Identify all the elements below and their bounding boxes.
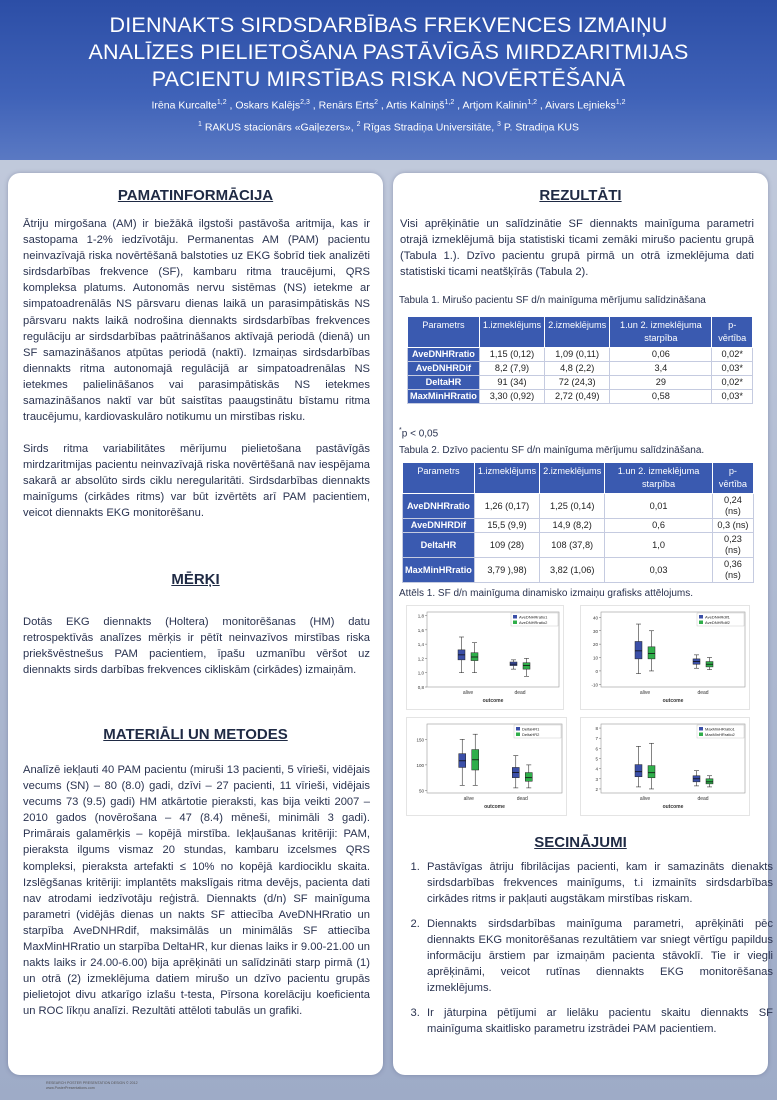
table-cell: 109 (28) [474, 533, 539, 558]
table-header-cell: 2.izmeklējums [545, 317, 610, 348]
affiliation-number: 1 [198, 120, 202, 128]
legend-swatch [699, 727, 703, 731]
table-cell: 1,26 (0,17) [474, 494, 539, 519]
y-tick-label: 4 [595, 766, 598, 772]
footer-line: www.PosterPresentations.com [46, 1086, 95, 1090]
x-axis-label: outcome [484, 804, 505, 810]
y-tick-label: 0 [595, 668, 598, 674]
legend-swatch [699, 733, 703, 737]
legend-label: MaxMinHRratio1 [705, 726, 735, 732]
box [648, 647, 655, 659]
box [648, 766, 655, 778]
table-header-row [408, 317, 753, 348]
conclusion-item: 3. Ir jāturpina pētījumi ar lielāku pacientu skaitu diennakts SF mainīguma skaitlisko parametru izstrādei PAM pacientiem. [423, 1005, 773, 1037]
box [635, 641, 642, 658]
author-name: Aivars Lejnieks [545, 99, 616, 112]
table-cell: 15,5 (9,9) [474, 519, 539, 533]
table-cell: 14,9 (8,2) [540, 519, 605, 533]
table-cell: 3,30 (0,92) [479, 390, 544, 404]
legend-label: MaxMinHRratio2 [705, 731, 735, 737]
table-cell: 72 (24,3) [545, 376, 610, 390]
boxplot-svg [581, 606, 749, 709]
legend-label: AveDNHRdif2 [705, 619, 730, 625]
table-header-row [403, 463, 754, 494]
table-cell: 0,03* [712, 362, 753, 376]
section-heading-results: REZULTĀTI [539, 187, 622, 204]
poster-header [0, 0, 777, 160]
table-cell: 3,79 ),98) [474, 558, 539, 583]
y-tick-label: 5 [595, 756, 598, 762]
legend-swatch [516, 727, 520, 731]
y-tick-label: 1,8 [417, 613, 424, 619]
y-tick-label: 0,8 [417, 685, 424, 690]
title-line: DIENNAKTS SIRDSDARBĪBAS FREKVENCES IZMAIŅU [109, 13, 668, 37]
legend-swatch [513, 615, 517, 619]
author-name: Artis Kalniņš [386, 99, 445, 112]
x-axis-label: outcome [662, 698, 684, 704]
legend-swatch [699, 621, 703, 625]
legend-label: AveDNHRratio1 [519, 614, 548, 620]
table-row [403, 519, 754, 533]
boxplot-deltaHR [406, 717, 567, 816]
table-cell: 0,6 [605, 519, 713, 533]
aims-paragraph: Dotās EKG diennakts (Holtera) monitorēšanas (HM) datu retrospektīvās analīzes mērķis ir pētīt neinvazīvos mirstības riska priekšvēstnešus PAM pacientiem, īpašu uzmanību vēršot uz diennakts sirds darbības frekvences cikliskām (cirkādes) izmaiņām. [23, 616, 370, 677]
table-header-cell: p-vērtība [712, 463, 753, 494]
legend-label: DeltaHR1 [522, 726, 540, 732]
legend-swatch [699, 615, 703, 619]
author-affiliation-sup: 1,2 [615, 99, 626, 106]
affiliation-number: 3 [497, 120, 501, 128]
conclusion-item: 2. Diennakts sirdsdarbības mainīguma parametri, aprēķināti pēc diennakts EKG monitorēšanas rezultātiem var sniegt vērtīgu papildus informāciju ārstiem par izmaiņām pacienta stāvoklī. Tie ir viegli aprēķināmi, veicot rutīnas diennakts EKG monitorēšanas izmeklējums. [423, 916, 773, 997]
author-affiliation-sup: 2 [374, 99, 378, 106]
table-cell: 0,03 [605, 558, 713, 583]
table-deceased-patients [407, 316, 753, 404]
legend-swatch [516, 733, 520, 737]
author-affiliation-sup: 2,3 [300, 99, 310, 106]
y-tick-label: 2 [595, 786, 598, 792]
row-label-cell: AveDNHRDif [408, 362, 480, 376]
box [635, 765, 642, 777]
table-row [408, 348, 753, 362]
table-cell: 0,02* [712, 348, 753, 362]
box [525, 773, 532, 782]
affiliations-line [0, 121, 777, 134]
table-alive-patients [402, 462, 754, 583]
x-tick-label: dead [697, 690, 709, 696]
poster-title [0, 0, 777, 93]
author-affiliation-sup: 1,2 [216, 99, 227, 106]
title-line: PACIENTU MIRSTĪBAS RISKA NOVĒRTĒŠANĀ [151, 67, 626, 91]
table-cell: 0,24 (ns) [712, 494, 753, 519]
table-cell: 1,09 (0,11) [545, 348, 610, 362]
table-header-cell: Parametrs [403, 463, 475, 494]
y-tick-label: 40 [592, 615, 598, 621]
author-affiliation-sup: 1,2 [527, 99, 537, 106]
table-cell: 1,25 (0,14) [540, 494, 605, 519]
x-tick-label: dead [516, 796, 528, 802]
row-label-cell: DeltaHR [408, 376, 480, 390]
table-header-cell: 1.un 2. izmeklējuma starpība [610, 317, 712, 348]
y-tick-label: 1,0 [417, 670, 424, 676]
table-row [408, 390, 753, 404]
y-tick-label: 30 [592, 628, 598, 634]
table-cell: 0,36 (ns) [712, 558, 753, 583]
legend-label: AveDNHRratio2 [519, 619, 548, 625]
footer-credit [46, 1081, 138, 1091]
x-tick-label: alive [639, 690, 651, 696]
box [706, 779, 713, 784]
section-heading-aims: MĒRĶI [171, 571, 220, 588]
y-tick-label: 1,6 [417, 627, 424, 633]
y-tick-label: 3 [595, 776, 598, 782]
methods-paragraph: Analīzē iekļauti 40 PAM pacientu (miruši 13 pacienti, 5 vīrieši, vidējais vecums (SN) – 80 (8.0) gadi, dzīvi – 27 pacienti, 11 vīrieši, vidējais vecums 73 (9.5) gadi) HM atkārtotie pieraksti, kas bija veikti 2007 – 2010 gados (novērošana – 47 (8.4) mēneši, minimāli 3 gadi). Primārais galamērķis – kopējā mirstība. Iekļaušanas kritēriji: PAM, pieraksta ilgums vismaz 20 stundas, kambaru izcelsmes QRS kompleksi, pieraksta artefakti ≤ 10% no kopējā kardiociklu skaita. Izslēgšanas kritēriji: implantēts makslīgais ritma devējs, pacienta dati nav atrodami iedzīvotāju reģistrā. Diennakts (d/n) SF mainīguma parametri (vidējās dienas un nakts SF attiecība AveDNHRratio un starpība AveDNHRdif, maksimālās un minimālās SF attiecība MaxMinHRratio un starpība DeltaHR, kur dienas laiks ir 9.00-21.00 un nakts laiks ir 24.00-6.00) bija aprēķināti un salīdzināti starp pirmā (1) un otrā (2) izmeklējuma datiem mirušo un dzīvo pacientu grupās pielietojot divu atkarīgo izlašu t-testa, Pīrsona korelāciju koeficienta un ROC līkņu analīzi. Rezultāti attēloti tabulās un grafiki. [23, 764, 370, 1018]
row-label-cell: MaxMinHRratio [408, 390, 480, 404]
table1-caption: Tabula 1. Mirušo pacientu SF d/n mainīguma mērījumu salīdzināšana [399, 295, 706, 306]
x-tick-label: dead [697, 796, 709, 802]
table-row [408, 362, 753, 376]
table-header-cell: Parametrs [408, 317, 480, 348]
author-name: Irēna Kurcalte [151, 99, 217, 112]
x-tick-label: alive [462, 690, 474, 696]
section-heading-background: PAMATINFORMĀCIJA [117, 187, 274, 204]
table-cell: 0,06 [610, 348, 712, 362]
affiliation-name: P. Stradiņa KUS [500, 121, 579, 133]
table-row [403, 558, 754, 583]
y-tick-label: 10 [592, 655, 598, 661]
boxplot-svg [407, 606, 563, 709]
table-cell: 4,8 (2,2) [545, 362, 610, 376]
y-tick-label: 6 [595, 746, 598, 752]
table-cell: 1,15 (0,12) [479, 348, 544, 362]
affiliation-name: Rīgas Stradiņa Universitāte, [360, 121, 498, 133]
footnote-star: * [399, 427, 402, 434]
footer-line: RESEARCH POSTER PRESENTATION DESIGN © 2012 [46, 1081, 138, 1085]
right-column-panel [393, 173, 773, 1075]
table-cell: 8,2 (7,9) [479, 362, 544, 376]
background-paragraph-1: Ātriju mirgošana (AM) ir biežākā ilgstoši pastāvoša aritmija, kas ir sastopama 1-2% iedzīvotāju. Permanentas AM (PAM) pacientu neinvazīvajā riska novērtēšanā balstoties uz EKG šobrīd tiek analizēti sirdsdarbības frekvence (SF), kambaru ritma traucējumi, QRS kompleksa platums. Autonomās nervu sistēmas (NS) ietekme ar simpatoadrenālās NS pārsvaru dienas laikā un parasimpātiskās NS pārsvaru nakts laikā nodrošina diennakts sirdsdarbības frekvences regulāciju ar sirdsdarbības paātrināšanos aktīvajā periodā (dienā) un SF samazināšanos atpūtas periodā (naktī). Izmaiņas sirdsdarbības diennakts ritma autonomajā regulācijā ar simpatoadrenālas NS ietekmes palielināšanos vai parasimpātiskās NS ietekmes samazināšanos naktī var būt saistītas paaugstinātu bīstamu ritma traucējumu, kardiovaskulāro notikumu un mirstības risku. [23, 218, 370, 424]
table-cell: 0,01 [605, 494, 713, 519]
boxplot-svg [581, 718, 749, 815]
row-label-cell: AveDNHRDif [403, 519, 475, 533]
y-tick-label: 50 [418, 788, 424, 794]
table1-footnote [399, 427, 438, 439]
table-cell: 108 (37,8) [540, 533, 605, 558]
table-header-cell: 2.izmeklējums [540, 463, 605, 494]
table-cell: 3,4 [610, 362, 712, 376]
affiliation-name: RAKUS stacionārs «Gaiļezers», [201, 121, 357, 133]
table-cell: 29 [610, 376, 712, 390]
title-line: ANALĪZES PIELIETOŠANA PASTĀVĪGĀS MIRDZARITMIJAS [88, 40, 689, 64]
results-paragraph: Visi aprēķinātie un salīdzinātie SF diennakts mainīguma parametri otrajā izmeklējumā bija statistiski ticami zemāki mirušo pacientu grupā (Tabula 1.). Dzīvo pacientu grupā pirmā un otrā izmeklējuma dati statistiski ticami neatšķīrās (Tabula 2). [400, 218, 754, 279]
x-tick-label: alive [463, 796, 474, 802]
table-cell: 0,23 (ns) [712, 533, 753, 558]
table-header-cell: 1.izmeklējums [474, 463, 539, 494]
table-header-cell: p-vērtība [712, 317, 753, 348]
author-name: Artjom Kalinin [462, 99, 528, 112]
conclusion-item: 1. Pastāvīgas ātriju fibrilācijas pacienti, kam ir samazināts dienakts sirdsdarbības frekvences mainīgums, t.i izmainīts sirdsdarbības cirkādes ritms ir pakļauti augstākam mirstības riskam. [423, 859, 773, 908]
table-row [403, 494, 754, 519]
conclusions-list [397, 859, 773, 1045]
y-tick-label: 150 [416, 737, 424, 743]
y-tick-label: 7 [595, 736, 598, 742]
table-cell: 0,58 [610, 390, 712, 404]
table-cell: 2,72 (0,49) [545, 390, 610, 404]
table-cell: 0,3 (ns) [712, 519, 753, 533]
boxplot-aveDNHRratio [406, 605, 564, 710]
background-paragraph-2: Sirds ritma variabilitātes mērījumu pielietošana pastāvīgās mirdzaritmijas pacientu neinvazīvajā riska novērtēšanā nav iespējama sakarā ar absolūto sirds ciklu neregularitāti. Sirdsdarbības diennakts mainīgums (cirkādes ritms) var būt izvērtēts arī PAM pacientiem, veicot diennakts EKG monitorēšanu. [23, 443, 370, 520]
y-tick-label: 8 [595, 726, 598, 732]
boxplot-aveDNHRdif [580, 605, 750, 710]
author-name: Renārs Erts [318, 99, 375, 112]
x-tick-label: dead [514, 690, 526, 696]
legend-label: DeltaHR2 [522, 731, 540, 737]
legend-label: AveDNHRdif1 [705, 614, 730, 620]
table-header-cell: 1.izmeklējums [479, 317, 544, 348]
figure-caption: Attēls 1. SF d/n mainīguma dinamisko izmaiņu grafisks attēlojums. [399, 588, 694, 599]
table2-caption: Tabula 2. Dzīvo pacientu SF d/n mainīguma mērījumu salīdzināšana. [399, 445, 705, 456]
row-label-cell: DeltaHR [403, 533, 475, 558]
boxplot-svg [407, 718, 566, 815]
row-label-cell: AveDNHRratio [403, 494, 475, 519]
table-cell: 3,82 (1,06) [540, 558, 605, 583]
author-affiliation-sup: 1,2 [444, 99, 455, 106]
section-heading-conclusions: SECINĀJUMI [534, 834, 627, 851]
table-header-cell: 1.un 2. izmeklējuma starpība [605, 463, 713, 494]
boxplot-maxminHRratio [580, 717, 750, 816]
x-axis-label: outcome [482, 698, 504, 704]
y-tick-label: 1,4 [417, 642, 424, 648]
table-row [403, 533, 754, 558]
y-tick-label: 100 [416, 762, 424, 768]
section-heading-methods: MATERIĀLI UN METODES [103, 726, 288, 743]
authors-line: Irēna Kurcalte$^{1,2}$ , Oskars Kalējs$^{2,3}$ , Renārs Erts$^2$ , Artis Kalniņš$^{1,2}$ , Artjom Kalinin$^{1,2}$ , Aivars Lejnieks$^{1,2}$ [151, 99, 626, 112]
left-column-panel [8, 173, 383, 1075]
author-name: Oskars Kalējs [235, 99, 301, 112]
footnote-text: p < 0,05 [401, 428, 439, 440]
table-cell: 91 (34) [479, 376, 544, 390]
row-label-cell: AveDNHRratio [408, 348, 480, 362]
table-row [408, 376, 753, 390]
y-tick-label: -10 [591, 682, 598, 688]
affiliation-number: 2 [356, 120, 361, 128]
table-cell: 0,03* [712, 390, 753, 404]
y-tick-label: 1,2 [417, 656, 424, 662]
row-label-cell: MaxMinHRratio [403, 558, 475, 583]
table-cell: 0,02* [712, 376, 753, 390]
x-tick-label: alive [639, 796, 651, 802]
legend-swatch [513, 621, 517, 625]
table-cell: 1,0 [605, 533, 713, 558]
y-tick-label: 20 [592, 642, 598, 648]
x-axis-label: outcome [662, 804, 684, 810]
